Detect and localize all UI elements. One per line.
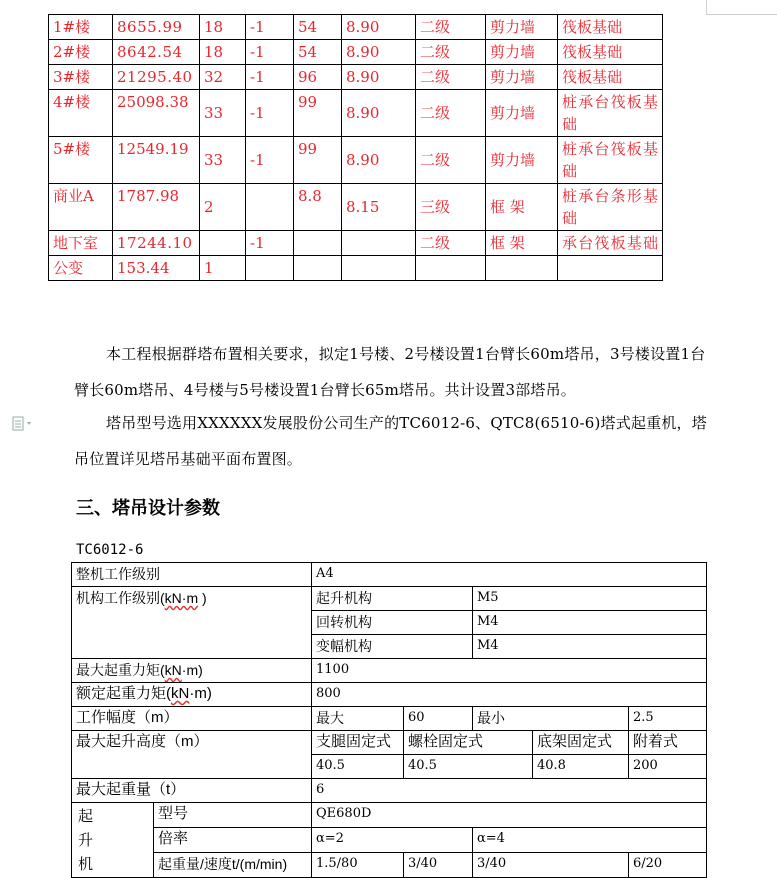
hoist-model-value: QE680D	[312, 803, 707, 828]
lift-height-value: 40.5	[312, 755, 404, 779]
amp-max-label: 最大	[312, 707, 404, 731]
structure-type	[486, 256, 558, 281]
building-height: 8.8	[294, 184, 342, 231]
crane-params-table	[71, 562, 707, 878]
safety-grade: 二级	[416, 65, 486, 90]
safety-grade: 二级	[416, 137, 486, 184]
elevation: 8.90	[342, 65, 416, 90]
floors-below	[246, 256, 294, 281]
machine-grade-value: A4	[312, 563, 707, 587]
weight-speed-label: 起重量/速度t/(m/min)	[154, 853, 312, 878]
lift-height-value: 40.8	[533, 755, 629, 779]
building-name: 商业A	[49, 184, 113, 231]
paragraph-tower-layout-text: 本工程根据群塔布置相关要求，拟定1号楼、2号楼设置1台臂长60m塔吊，3号楼设置1台臂长60m塔吊、4号楼与5号楼设置1台臂长65m塔吊。共计设置3部塔吊。	[74, 345, 706, 399]
hoist-side-label: 起 升 机	[72, 803, 154, 878]
floors-above: 18	[200, 40, 246, 65]
building-row	[49, 65, 663, 90]
structure-type: 剪力墙	[486, 65, 558, 90]
building-info-table	[48, 14, 663, 281]
foundation-type: 桩承台条形基础	[558, 184, 663, 231]
section-title: 三、塔吊设计参数	[76, 498, 220, 519]
paragraph-tower-layout	[74, 336, 714, 408]
margin-corner-mark	[706, 0, 707, 14]
structure-type: 框 架	[486, 184, 558, 231]
building-area: 21295.40	[113, 65, 200, 90]
building-height	[294, 231, 342, 256]
foundation-type: 筏板基础	[558, 40, 663, 65]
weight-speed-value: 1.5/80	[312, 853, 404, 878]
max-moment-label: 最大起重力矩(kN·m)	[72, 659, 312, 683]
floors-below: -1	[246, 137, 294, 184]
elevation	[342, 231, 416, 256]
structure-type: 剪力墙	[486, 90, 558, 137]
hoist-model-label: 型号	[154, 803, 312, 828]
margin-corner-mark	[706, 14, 777, 15]
building-height	[294, 256, 342, 281]
lift-height-value: 40.5	[404, 755, 533, 779]
max-weight-label: 最大起重量（t）	[72, 779, 312, 803]
building-row	[49, 40, 663, 65]
ratio-a-value: α=2	[312, 828, 473, 853]
building-name: 3#楼	[49, 65, 113, 90]
mech-name: 变幅机构	[312, 635, 473, 659]
amp-min-value: 2.5	[629, 707, 707, 731]
ratio-label: 倍率	[154, 828, 312, 853]
rated-moment-value: 800	[312, 683, 707, 707]
elevation: 8.90	[342, 15, 416, 40]
floors-above: 1	[200, 256, 246, 281]
rated-moment-label: 额定起重力矩(kN·m)	[72, 683, 312, 707]
structure-type: 框 架	[486, 231, 558, 256]
weight-speed-value: 3/40	[473, 853, 629, 878]
floors-below: -1	[246, 65, 294, 90]
mech-name: 起升机构	[312, 587, 473, 611]
building-name: 公变	[49, 256, 113, 281]
structure-type: 剪力墙	[486, 15, 558, 40]
floors-above: 18	[200, 15, 246, 40]
building-row	[49, 137, 663, 184]
building-area: 1787.98	[113, 184, 200, 231]
building-height: 99	[294, 137, 342, 184]
lift-type-name: 附着式	[629, 731, 707, 755]
weight-speed-value: 6/20	[629, 853, 707, 878]
elevation: 8.90	[342, 137, 416, 184]
lift-height-label: 最大起升高度（m）	[72, 731, 312, 779]
building-row	[49, 184, 663, 231]
building-area: 8655.99	[113, 15, 200, 40]
foundation-type: 桩承台筏板基础	[558, 137, 663, 184]
building-height: 96	[294, 65, 342, 90]
mech-grade-label: 机构工作级别(kN·m )	[72, 587, 312, 659]
floors-below: -1	[246, 231, 294, 256]
floors-below: -1	[246, 90, 294, 137]
building-name: 5#楼	[49, 137, 113, 184]
elevation: 8.15	[342, 184, 416, 231]
document-icon[interactable]	[12, 416, 36, 432]
building-row	[49, 256, 663, 281]
building-row	[49, 231, 663, 256]
foundation-type: 筏板基础	[558, 15, 663, 40]
safety-grade: 二级	[416, 15, 486, 40]
building-area: 12549.19	[113, 137, 200, 184]
floors-above	[200, 231, 246, 256]
floors-above: 2	[200, 184, 246, 231]
safety-grade: 三级	[416, 184, 486, 231]
foundation-type: 筏板基础	[558, 65, 663, 90]
mech-name: 回转机构	[312, 611, 473, 635]
mech-value: M5	[473, 587, 707, 611]
paragraph-tower-model-text: 塔吊型号选用XXXXXX发展股份公司生产的TC6012-6、QTC8(6510-6)塔式起重机，塔吊位置详见塔吊基础平面布置图。	[74, 414, 707, 468]
max-weight-value: 6	[312, 779, 707, 803]
building-name: 4#楼	[49, 90, 113, 137]
building-height: 99	[294, 90, 342, 137]
structure-type: 剪力墙	[486, 137, 558, 184]
building-name: 1#楼	[49, 15, 113, 40]
amplitude-label: 工作幅度（m）	[72, 707, 312, 731]
building-area: 153.44	[113, 256, 200, 281]
lift-type-name: 螺栓固定式	[404, 731, 533, 755]
floors-above: 33	[200, 137, 246, 184]
amp-max-value: 60	[404, 707, 473, 731]
safety-grade	[416, 256, 486, 281]
ratio-b-value: α=4	[473, 828, 707, 853]
building-height: 54	[294, 40, 342, 65]
mech-value: M4	[473, 611, 707, 635]
building-row	[49, 90, 663, 137]
lift-type-name: 底架固定式	[533, 731, 629, 755]
elevation	[342, 256, 416, 281]
safety-grade: 二级	[416, 40, 486, 65]
floors-below	[246, 184, 294, 231]
lift-height-value: 200	[629, 755, 707, 779]
building-row	[49, 15, 663, 40]
weight-speed-value: 3/40	[404, 853, 473, 878]
amp-min-label: 最小	[473, 707, 629, 731]
safety-grade: 二级	[416, 90, 486, 137]
model-label: TC6012-6	[76, 542, 144, 558]
foundation-type: 桩承台筏板基础	[558, 90, 663, 137]
floors-above: 33	[200, 90, 246, 137]
max-moment-value: 1100	[312, 659, 707, 683]
foundation-type: 承台筏板基础	[558, 231, 663, 256]
building-area: 25098.38	[113, 90, 200, 137]
building-area: 8642.54	[113, 40, 200, 65]
floors-above: 32	[200, 65, 246, 90]
paragraph-tower-model	[74, 405, 714, 477]
elevation: 8.90	[342, 40, 416, 65]
building-area: 17244.10	[113, 231, 200, 256]
lift-type-name: 支腿固定式	[312, 731, 404, 755]
building-height: 54	[294, 15, 342, 40]
elevation: 8.90	[342, 90, 416, 137]
building-name: 地下室	[49, 231, 113, 256]
building-name: 2#楼	[49, 40, 113, 65]
machine-grade-label: 整机工作级别	[72, 563, 312, 587]
floors-below: -1	[246, 15, 294, 40]
mech-value: M4	[473, 635, 707, 659]
safety-grade: 二级	[416, 231, 486, 256]
floors-below: -1	[246, 40, 294, 65]
foundation-type	[558, 256, 663, 281]
structure-type: 剪力墙	[486, 40, 558, 65]
